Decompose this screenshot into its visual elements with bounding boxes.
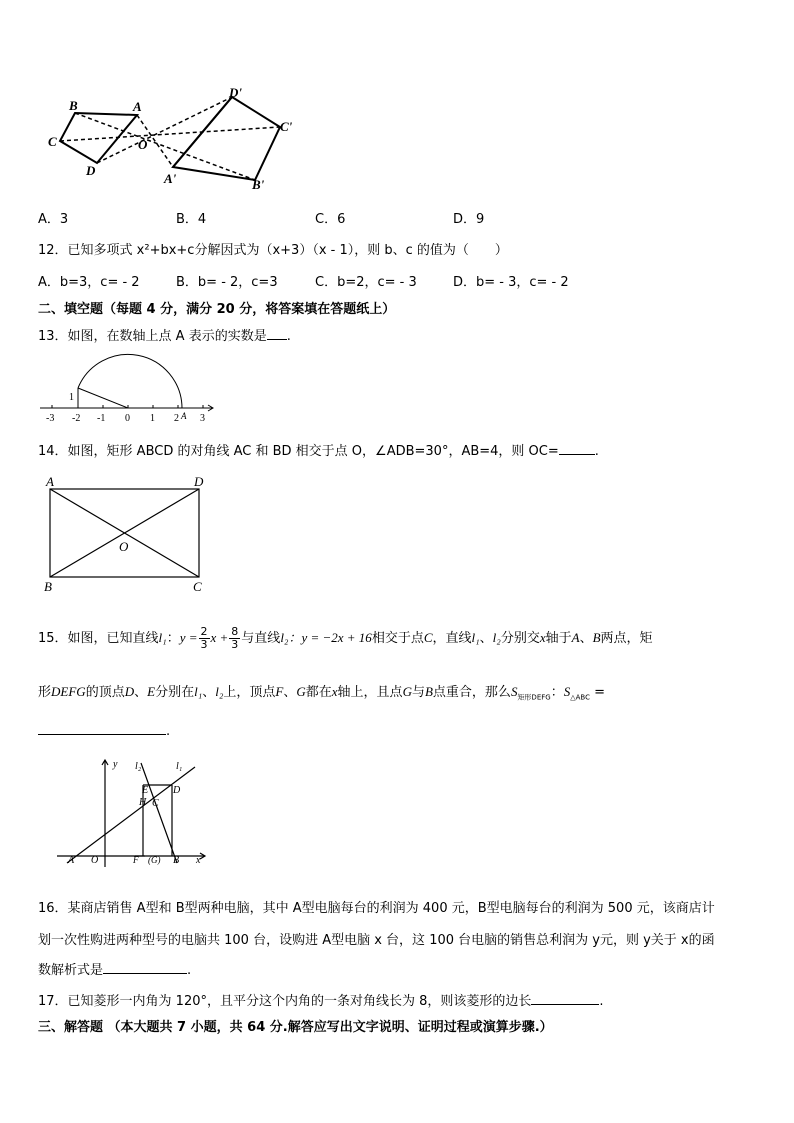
q15-l1b: l₁	[471, 630, 480, 645]
q14-rectangle-figure	[38, 472, 218, 597]
q15-l2: l₂	[280, 630, 289, 645]
q13-end: .	[286, 329, 291, 344]
q13-label-A: A	[181, 411, 187, 421]
fig11-label-B-prime: B'	[252, 177, 265, 192]
q16-line-3-text: 数解析式是	[38, 963, 104, 978]
fig11-label-B: B	[69, 98, 78, 113]
q14-label-B: B	[44, 579, 52, 594]
q15-defg: DEFG	[51, 684, 86, 699]
q13-tick-label-3: 3	[200, 413, 205, 424]
q12-option-b: B．b= - 2，c=3	[176, 275, 278, 290]
q15-l2b: l₂	[492, 630, 501, 645]
q15-fig-label-l2: l₂	[135, 761, 142, 772]
fig11-label-A: A	[133, 99, 142, 114]
q15-with-line: 与直线	[241, 631, 281, 646]
q15-eq2: ：y = −2x + 16	[288, 630, 372, 645]
q15-line-2: 形DEFG的顶点D、E分别在l₁、l₂上，顶点F、G都在x轴上，且点G与B点重合，那么$S_{矩形DEFG}$：$S_{\triangle ABC}$ =	[38, 684, 605, 702]
q13-tick-label-neg1: -1	[97, 413, 106, 424]
q16-line-2: 划一次性购进两种型号的电脑共 100 台，设购进 A型电脑 x 台，这 100 台电脑的销售总利润为 y元，则 y关于 x的函	[38, 933, 715, 948]
q15-colon: ：	[166, 631, 180, 646]
q11-option-b: B．4	[176, 212, 207, 227]
fig11-label-A-prime: A'	[164, 171, 177, 186]
q14-label-O: O	[119, 539, 129, 554]
fig11-label-D-prime: D'	[229, 85, 242, 100]
q11-option-c: C．6	[315, 212, 346, 227]
q17-line: 17．已知菱形一内角为 120°，且平分这个内角的一条对角线长为 8，则该菱形的边长 .	[38, 994, 604, 1009]
q15-rest4: 两点，矩	[600, 631, 653, 646]
q13-tick-label-2: 2	[174, 413, 179, 424]
q15-l1: l₁	[158, 630, 167, 645]
q13-tick-label-1: 1	[150, 413, 155, 424]
q11-option-d: D．9	[453, 212, 485, 227]
q12-option-d: D．b= - 3，c= - 2	[453, 275, 569, 290]
q16-line-3: 数解析式是 .	[38, 963, 192, 978]
q11-figure	[40, 85, 310, 195]
q13-answer-blank[interactable]	[267, 327, 287, 340]
q15-answer-blank[interactable]	[38, 722, 166, 735]
fig11-label-O: O	[138, 137, 148, 152]
q15-fig-label-y: y	[113, 759, 118, 770]
q15-answer-line: .	[38, 722, 170, 739]
q15-area-s2: S	[563, 684, 571, 699]
q15-fig-label-x: x	[196, 855, 201, 866]
q15-x-plus: x +	[210, 630, 229, 645]
q14-end: .	[594, 444, 599, 459]
q14-stem: 14．如图，矩形 ABCD 的对角线 AC 和 BD 相交于点 O，∠ADB=30°，AB=4，则 OC=	[38, 444, 559, 459]
q15-fig-label-O: O	[91, 855, 99, 866]
q15-x: x	[539, 630, 546, 645]
q15-point-c: C	[423, 630, 433, 645]
q11-option-a: A．3	[38, 212, 69, 227]
q15-frac-8-3: $\frac{8}{3}$	[231, 625, 239, 651]
q15-fig-label-C: C	[152, 798, 159, 809]
q14-label-D: D	[194, 474, 204, 489]
q17-answer-blank[interactable]	[531, 992, 599, 1005]
q14-label-C: C	[193, 579, 202, 594]
q13-tick-label-0: 0	[125, 413, 130, 424]
q13-label-1: 1	[69, 392, 74, 403]
q15-line-1: 15．如图，已知直线l₁：y = $\frac{2}{3}$ x + $\frac{8}{3}$ 与直线l₂：y = −2x + 16相交于点C，直线l₁、l₂分别交x轴于A、B两点，矩	[38, 625, 653, 651]
q12-option-c: C．b=2，c= - 3	[315, 275, 417, 290]
fig11-label-C-prime: C'	[280, 119, 293, 134]
q13-stem-line	[38, 325, 291, 344]
q16-answer-blank[interactable]	[103, 961, 187, 974]
q15-fig-label-F: F	[133, 855, 139, 865]
q15-point-b: B	[592, 630, 601, 645]
q15-fig-label-E: E	[142, 785, 149, 796]
q15-sep: 、	[479, 631, 493, 646]
q15-fig-label-G: (G)	[148, 855, 161, 865]
q15-rest1: ，直线	[432, 631, 472, 646]
q15-graph-figure	[55, 755, 215, 870]
q15-fig-label-A: A	[68, 855, 75, 866]
q15-fig-label-D: D	[173, 785, 181, 796]
q12-stem: 12．已知多项式 x²+bx+c分解因式为（x+3）（x - 1），则 b、c 的值为（ ）	[38, 243, 508, 258]
section-2-heading: 二、填空题（每题 4 分，满分 20 分，将答案填在答题纸上）	[38, 302, 396, 317]
q15-fig-label-H: H	[139, 797, 147, 808]
q14-answer-blank[interactable]	[559, 442, 595, 455]
q15-fig-label-l1: l₁	[176, 761, 183, 772]
q13-tick-label-neg3: -3	[46, 413, 55, 424]
q15-meet: 相交于点	[371, 631, 424, 646]
q15-rest2: 分别交	[500, 631, 540, 646]
fig11-label-C: C	[48, 134, 57, 149]
q13-stem: 13．如图，在数轴上点 A 表示的实数是	[38, 329, 267, 344]
section-3-heading: 三、解答题 （本大题共 7 小题，共 64 分.解答应写出文字说明、证明过程或演算步骤.）	[38, 1020, 553, 1035]
q15-fig-label-B: B	[173, 855, 180, 866]
q15-rest3: 轴于	[545, 631, 572, 646]
q15-point-a: A	[571, 630, 580, 645]
fig11-label-D: D	[86, 163, 96, 178]
q13-number-line-figure	[38, 350, 218, 425]
q15-y-eq: y =	[179, 630, 198, 645]
q17-stem: 17．已知菱形一内角为 120°，且平分这个内角的一条对角线长为 8，则该菱形的边长	[38, 994, 532, 1009]
q15-area-s1: S	[510, 684, 518, 699]
q13-tick-label-neg2: -2	[72, 413, 81, 424]
q14-label-A: A	[46, 474, 54, 489]
q15-frac-2-3: $\frac{2}{3}$	[200, 625, 208, 651]
q15-text-p1: 15．如图，已知直线	[38, 631, 159, 646]
q16-line-1: 16．某商店销售 A型和 B型两种电脑，其中 A型电脑每台的利润为 400 元，B型电脑每台的利润为 500 元，该商店计	[38, 901, 715, 916]
q12-option-a: A．b=3，c= - 2	[38, 275, 140, 290]
q14-stem-line	[38, 440, 599, 459]
